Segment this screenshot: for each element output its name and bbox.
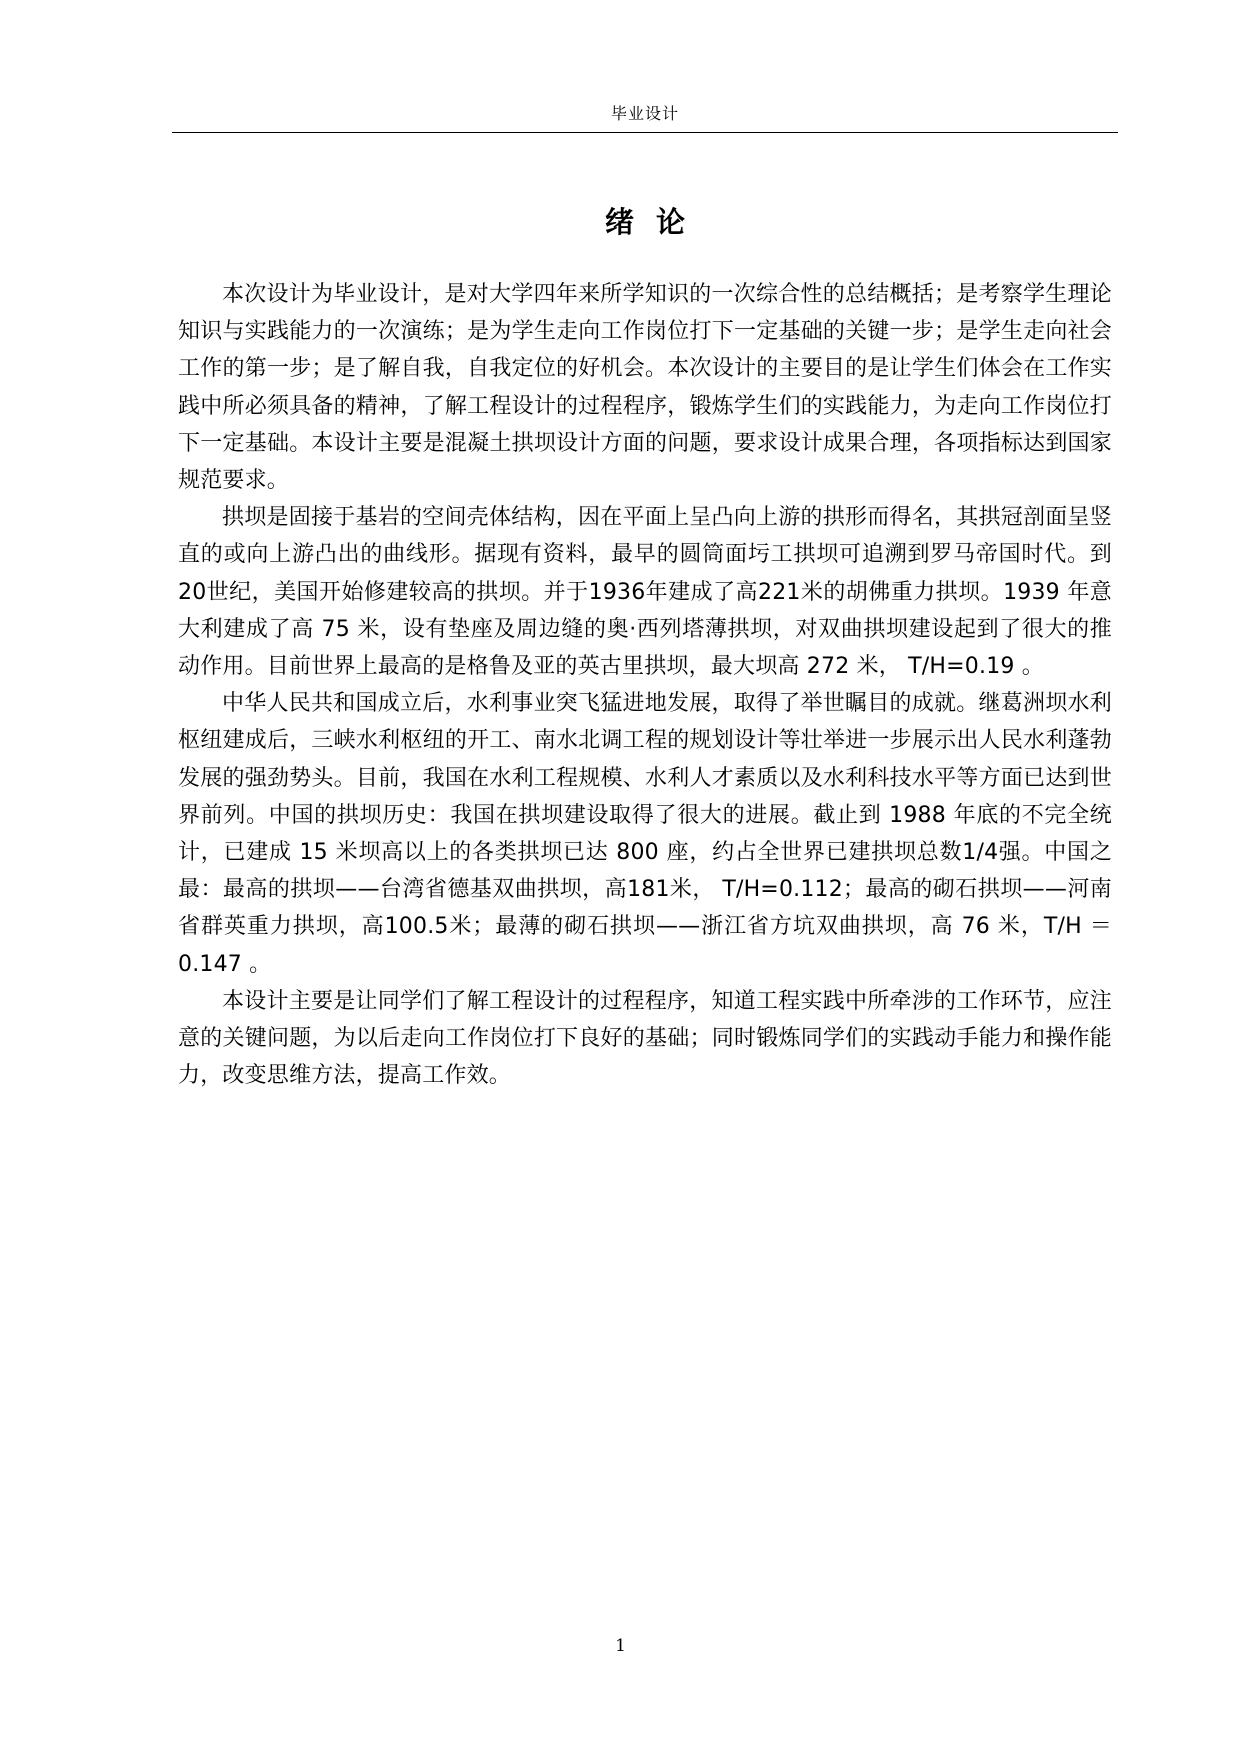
paragraph-design-goal: 本设计主要是让同学们了解工程设计的过程程序，知道工程实践中所牵涉的工作环节，应注意的关键问题，为以后走向工作岗位打下良好的基础；同时锻炼同学们的实践动手能力和操作能力，改变思维方法，提高工作效。 bbox=[178, 988, 1112, 1089]
running-header: 毕业设计 bbox=[610, 104, 679, 123]
paragraph-china-arch-dams: 中华人民共和国成立后，水利事业突飞猛进地发展，取得了举世瞩目的成就。继葛洲坝水利枢纽建成后，三峡水利枢纽的开工、南水北调工程的规划设计等壮举进一步展示出人民水利蓬勃发展的强劲势头。目前，我国在水利工程规模、水利人才素质以及水利科技水平等方面已达到世界前列。中国的拱坝历史：我国在拱坝建设取得了很大的进展。截止到 1988 年底的不完全统计，已建成 15 米坝高以上的各类拱坝已达 800 座，约占全世界已建拱坝总数1/4强。中国之最：最高的拱坝——台湾省德基双曲拱坝，高181米， T/H=0.112；最高的砌石拱坝——河南省群英重力拱坝，高100.5米；最薄的砌石拱坝——浙江省方坑双曲拱坝，高 76 米，T/H ＝0.147 。 bbox=[178, 691, 1112, 977]
body-text bbox=[178, 276, 1112, 1094]
paragraph-purpose: 本次设计为毕业设计，是对大学四年来所学知识的一次综合性的总结概括；是考察学生理论知识与实践能力的一次演练；是为学生走向工作岗位打下一定基础的关键一步；是学生走向社会工作的第一步；是了解自我，自我定位的好机会。本次设计的主要目的是让学生们体会在工作实践中所必须具备的精神，了解工程设计的过程程序，锻炼学生们的实践能力，为走向工作岗位打下一定基础。本设计主要是混凝土拱坝设计方面的问题，要求设计成果合理，各项指标达到国家规范要求。 bbox=[178, 282, 1112, 494]
page-title: 绪论 bbox=[604, 205, 707, 239]
header-rule bbox=[172, 132, 1118, 133]
paragraph-arch-dam-history: 拱坝是固接于基岩的空间壳体结构，因在平面上呈凸向上游的拱形而得名，其拱冠剖面呈竖直的或向上游凸出的曲线形。据现有资料，最早的圆筒面圬工拱坝可追溯到罗马帝国时代。到20世纪，美国开始修建较高的拱坝。并于1936年建成了高221米的胡佛重力拱坝。1939 年意大利建成了高 75 米，设有垫座及周边缝的奥·西列塔薄拱坝，对双曲拱坝建设起到了很大的推动作用。目前世界上最高的是格鲁及亚的英古里拱坝，最大坝高 272 米， T/H=0.19 。 bbox=[178, 505, 1112, 680]
page-number: 1 bbox=[615, 1636, 626, 1656]
